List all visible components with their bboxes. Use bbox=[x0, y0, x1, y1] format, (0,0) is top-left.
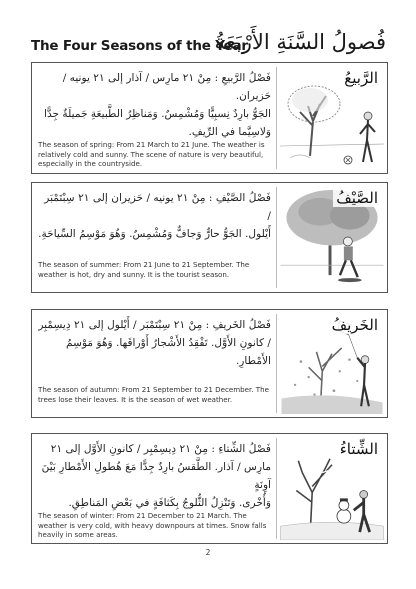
summer-english-text: The season of summer: From 21 June to 21 September. The weather is hot, dry and sunny. It is the tourist season. bbox=[38, 260, 250, 279]
summer-arabic-text bbox=[38, 189, 271, 243]
page-number: 2 bbox=[205, 548, 211, 557]
season-card-summer bbox=[31, 182, 388, 293]
card-divider bbox=[276, 187, 277, 288]
winter-ar-line: مارِس / آذار. الطَّقسُ بارِدٌ جِدًّا مَعَ هُطولِ الأَمْطارِ بَيْنَ آوِنَةٍ bbox=[41, 461, 271, 491]
season-card-winter bbox=[31, 433, 388, 544]
spring-arabic-text bbox=[38, 69, 271, 141]
winter-ar-line: وَأُخْرى. وَتَنْزِلُ الثُّلوجُ بِكَثافَةٍ في بَعْضِ المَناطِقِ. bbox=[68, 497, 271, 509]
summer-ar-line: أَيْلول. الجَوُّ حارٌّ وَجافٌّ وَمُشْمِسٌ. وَهُوَ مَوْسِمُ السِّياحَةِ. bbox=[38, 228, 271, 240]
autumn-ar-line: فَصْلُ الخَريفِ : مِنْ ٢١ سِبْتَمْبَر / أَيْلول إلى ٢١ دِيسِمْبِر bbox=[38, 319, 271, 331]
season-label-winter: الشِّتاءُ bbox=[337, 440, 381, 458]
autumn-arabic-text bbox=[38, 316, 271, 370]
season-label-spring: الرَّبيعُ bbox=[341, 69, 381, 87]
winter-arabic-text bbox=[38, 440, 271, 512]
season-label-summer: الصَّيْفُ bbox=[333, 189, 381, 207]
season-card-spring bbox=[31, 62, 388, 174]
autumn-english-text: The season of autumn: From 21 September to 21 December. The trees lose their leaves. It is the season of wet weather. bbox=[38, 385, 269, 404]
season-label-autumn: الخَريفُ bbox=[329, 316, 381, 334]
autumn-ar-line: / كانونِ الأَوَّل. تَفْقِدُ الأَشْجارُ أَوْراقَها. وَهُوَ مَوْسِمُ الأَمْطارِ. bbox=[66, 337, 271, 367]
winter-english-text: The season of winter: From 21 December to 21 March. The weather is very cold, with heavy downpours at times. Snow falls heavily in some areas. bbox=[38, 511, 267, 540]
spring-english-text: The season of spring: From 21 March to 21 June. The weather is relatively cold and sunny. The scene of nature is very beautiful, especially in the countryside. bbox=[38, 140, 265, 169]
summer-ar-line: فَصْلُ الصَّيْفِ : مِنْ ٢١ يونيه / حَزيران إلى ٢١ سِبْتَمْبَر / bbox=[44, 192, 271, 222]
season-card-autumn bbox=[31, 309, 388, 418]
card-divider bbox=[276, 438, 277, 539]
spring-ar-line: الجَوُّ بارِدٌ نِسبِيًّا وَمُشْمِسٌ. وَمَناظِرُ الطَّبيعَةِ جَميلَةٌ جِدًّا bbox=[44, 108, 271, 120]
spring-ar-line: وَلاسِيَّما في الرِّيفِ. bbox=[188, 126, 271, 138]
winter-ar-line: فَصْلُ الشِّتاءِ : مِنْ ٢١ دِيسِمْبِر / كانونِ الأَوَّل إلى ٢١ bbox=[50, 443, 271, 455]
spring-ar-line: فَصْلُ الرَّبيعِ : مِنْ ٢١ مارِس / آذار إلى ٢١ يونيه / حَزيران. bbox=[62, 72, 271, 102]
page-title-en: The Four Seasons of the Year bbox=[31, 38, 248, 54]
card-divider bbox=[276, 314, 277, 413]
page-title-ar: فُصولُ السَّنَةِ الأَرْبَعَةُ bbox=[214, 30, 386, 54]
card-divider bbox=[276, 67, 277, 169]
